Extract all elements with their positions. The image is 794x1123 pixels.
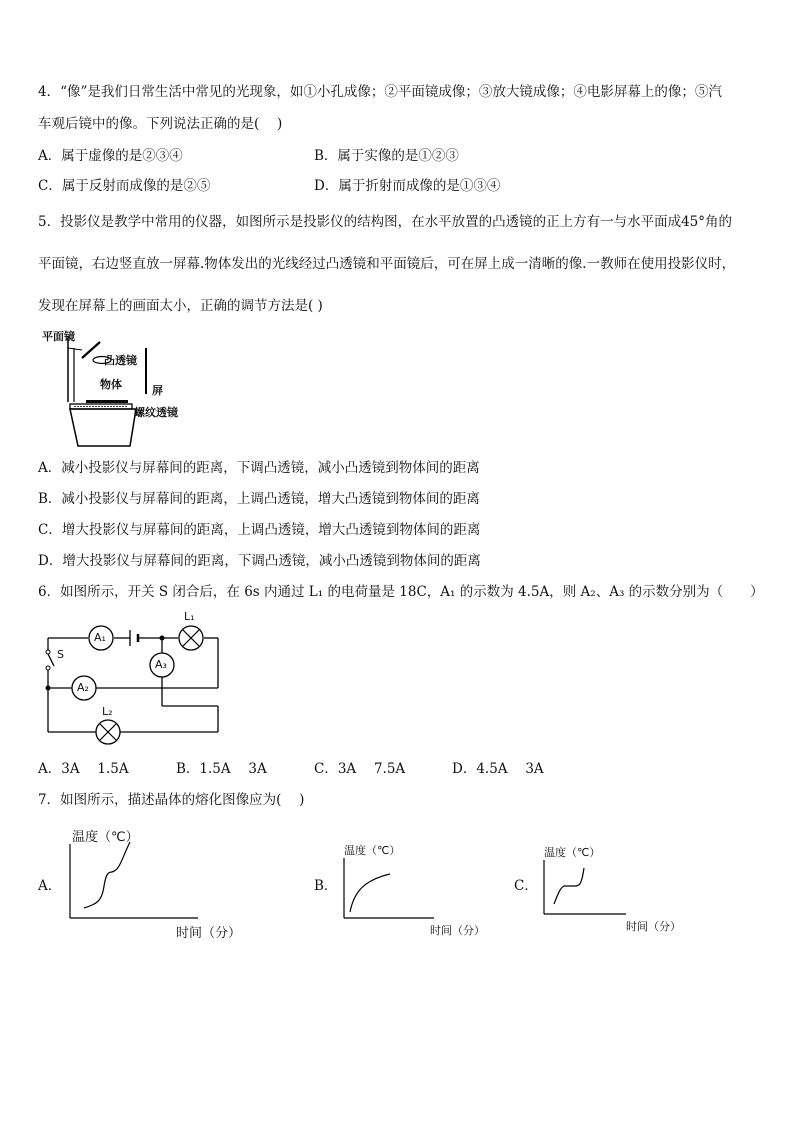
projector-body [70, 409, 136, 446]
q5-stem-line1: 5．投影仪是教学中常用的仪器，如图所示是投影仪的结构图，在水平放置的凸透镜的正上方有一与水平面成45°角的 [38, 214, 733, 230]
graph-c-axes [514, 838, 714, 946]
graph-a-xlabel: 时间（分） [176, 926, 242, 941]
q4-option-a: A．属于虚像的是②③④ [38, 148, 183, 164]
switch-s [48, 654, 54, 666]
plane-mirror [82, 342, 100, 358]
a3-label: A₃ [155, 658, 167, 671]
q4-option-c: C．属于反射而成像的是②⑤ [38, 178, 211, 194]
q5-stem-line3: 发现在屏幕上的画面太小，正确的调节方法是( ) [38, 298, 323, 314]
circuit-figure [38, 608, 228, 742]
graph-b-xlabel: 时间（分） [430, 924, 485, 937]
screen-label: 屏 [152, 384, 163, 397]
circuit-diagram [38, 608, 228, 742]
l2-label: L₂ [102, 705, 113, 718]
l1-label: L₁ [184, 610, 195, 623]
object-label: 物体 [100, 378, 122, 391]
q5-option-c: C．增大投影仪与屏幕间的距离，上调凸透镜，增大凸透镜到物体间的距离 [38, 522, 481, 538]
graph-c-option: C． [514, 878, 538, 894]
junction-top [160, 636, 165, 641]
q5-option-d: D．增大投影仪与屏幕间的距离，下调凸透镜，减小凸透镜到物体间的距离 [38, 553, 481, 569]
graph-c [514, 838, 714, 946]
graph-a-ylabel: 温度（℃） [72, 830, 139, 845]
graph-b-curve [350, 874, 390, 912]
fresnel-lens-label: 螺纹透镜 [134, 406, 178, 419]
a1-label: A₁ [94, 631, 106, 644]
q5-option-a: A．减小投影仪与屏幕间的距离，下调凸透镜，减小凸透镜到物体间的距离 [38, 460, 480, 476]
q7-stem: 7．如图所示，描述晶体的熔化图像应为( ) [38, 792, 305, 808]
q4-option-b: B．属于实像的是①②③ [314, 148, 459, 164]
q5-option-b: B．减小投影仪与屏幕间的距离，上调凸透镜，增大凸透镜到物体间的距离 [38, 491, 480, 507]
graph-c-xlabel: 时间（分） [626, 920, 681, 933]
convex-lens-label: 凸透镜 [104, 354, 137, 367]
object-plate [86, 400, 128, 403]
switch-label: S [57, 648, 64, 661]
q4-stem-line1: 4．“像”是我们日常生活中常见的光现象，如①小孔成像；②平面镜成像；③放大镜成像；④电影屏幕上的像；⑤汽 [38, 84, 722, 100]
graph-c-curve [554, 868, 584, 904]
plane-mirror-label: 平面镜 [42, 330, 75, 343]
a2-label: A₂ [77, 681, 89, 694]
projector-figure [38, 326, 198, 452]
q4-stem-line2: 车观后镜中的像。下列说法正确的是( ) [38, 116, 283, 132]
graph-a-option: A． [38, 878, 62, 894]
graph-a [38, 822, 268, 946]
graph-a-axes [38, 822, 268, 946]
graph-a-curve [84, 842, 130, 908]
q6-stem: 6．如图所示，开关 S 闭合后，在 6s 内通过 L₁ 的电荷量是 18C，A₁ 的示数为 4.5A，则 A₂、A₃ 的示数分别为（ ） [38, 584, 764, 600]
graph-c-ylabel: 温度（℃） [544, 846, 601, 859]
graph-b-ylabel: 温度（℃） [344, 844, 401, 857]
graph-b [314, 836, 514, 946]
q6-option-c: C．3A 7.5A [314, 761, 406, 777]
graph-b-option: B． [314, 878, 338, 894]
q6-option-b: B．1.5A 3A [176, 761, 267, 777]
graph-b-axes [314, 836, 514, 946]
q4-option-d: D．属于折射而成像的是①③④ [314, 178, 501, 194]
q6-option-a: A．3A 1.5A [38, 761, 129, 777]
q5-stem-line2: 平面镜，右边竖直放一屏幕.物体发出的光线经过凸透镜和平面镜后，可在屏上成一清晰的像.一教师在使用投影仪时， [38, 256, 736, 272]
q6-option-d: D．4.5A 3A [452, 761, 544, 777]
